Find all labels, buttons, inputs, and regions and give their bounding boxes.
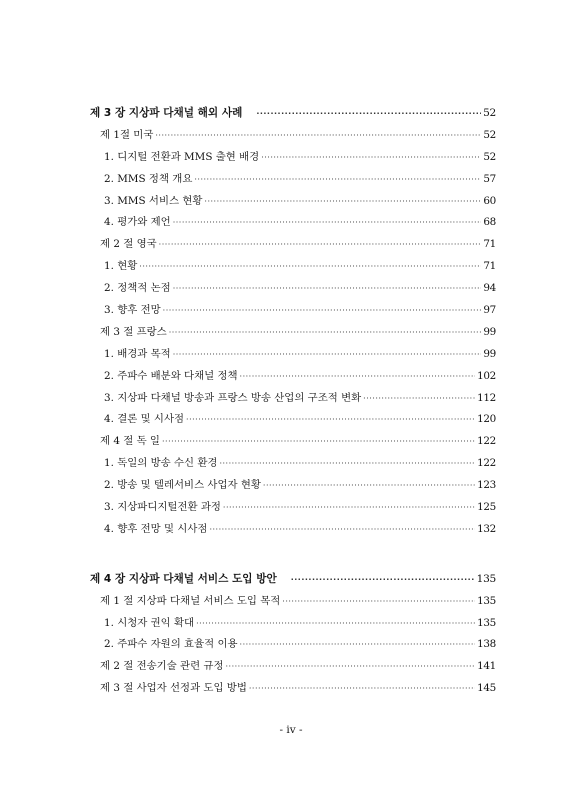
dot-leader [162,431,475,453]
toc-item-row[interactable] [90,409,496,431]
dot-leader [169,322,482,344]
toc-entry-title: 제 2 절 전송기술 관련 규정 [100,660,224,673]
toc-page-number: 122 [477,457,496,470]
toc-entry-title: 2. 주파수 자원의 효율적 이용 [104,638,238,651]
dot-leader [163,300,482,322]
toc-item-row[interactable] [90,453,496,475]
toc-section-row[interactable] [90,656,496,678]
toc-entry-title: 제 3 절 프랑스 [100,325,167,338]
toc-entry-title: 3. MMS 서비스 현황 [104,194,203,207]
toc-page-number: 97 [483,304,496,317]
toc-entry-title: 1. 독일의 방송 수신 환경 [104,457,218,470]
toc-section-row[interactable] [90,431,496,453]
toc-section-row[interactable] [90,322,496,344]
toc-entry-title: 1. 시청자 권익 확대 [104,616,195,629]
toc-page-number: 125 [477,501,496,514]
toc-page-number: 52 [483,128,496,141]
toc-section-row[interactable] [90,678,496,700]
toc-entry-title: 4. 결론 및 시사점 [104,413,185,426]
toc-item-row[interactable] [90,475,496,497]
toc-page-number: 145 [477,682,496,695]
dot-leader [240,366,476,388]
toc-page-number: 57 [483,172,496,185]
dot-leader [194,169,481,191]
toc-item-row[interactable] [90,519,496,541]
dot-leader [291,569,475,591]
toc-page-number: 135 [477,594,496,607]
toc-chapter-row[interactable] [90,569,496,591]
toc-section-row[interactable] [90,234,496,256]
toc-entry-title: 제 3 절 사업자 선정과 도입 방법 [100,682,247,695]
toc-entry-title: 2. MMS 정책 개요 [104,172,193,185]
toc-section-row[interactable] [90,591,496,613]
toc-item-row[interactable] [90,169,496,191]
toc-page-number: 141 [477,660,496,673]
toc-entry-title: 제 1 절 지상파 다채널 서비스 도입 목적 [100,594,281,607]
dot-leader [159,234,482,256]
toc-item-row[interactable] [90,278,496,300]
toc-page-number: 132 [477,522,496,535]
dot-leader [261,147,481,169]
toc-item-row[interactable] [90,256,496,278]
toc-page-number: 60 [483,194,496,207]
toc-entry-title: 3. 지상파디지털전환 과정 [104,501,221,514]
dot-leader [139,256,481,278]
toc-page-number: 99 [483,347,496,360]
toc-page-number: 52 [483,107,496,119]
dot-leader [263,475,475,497]
toc-item-row[interactable] [90,497,496,519]
toc-item-row[interactable] [90,191,496,213]
dot-leader [282,591,475,613]
toc-entry-title: 제 3 장 지상파 다채널 해외 사례 [90,107,243,119]
dot-leader [219,453,475,475]
toc-page-number: 112 [477,391,496,404]
toc-item-row[interactable] [90,366,496,388]
toc-page-number: 52 [483,150,496,163]
toc-page-number: 122 [477,435,496,448]
toc-page-number: 94 [483,282,496,295]
toc-spacer [90,541,496,569]
toc-page-number: 138 [477,638,496,651]
toc-section-row[interactable] [90,125,496,147]
dot-leader [204,191,481,213]
dot-leader [196,613,475,635]
toc-item-row[interactable] [90,613,496,635]
toc-chapter-row[interactable] [90,103,496,125]
dot-leader [363,388,475,410]
toc-page-number: 123 [477,479,496,492]
toc-item-row[interactable] [90,634,496,656]
toc-entry-title: 1. 현황 [104,260,138,273]
dot-leader [240,634,476,656]
toc-page-number: 71 [483,238,496,251]
dot-leader [223,497,475,519]
toc-entry-title: 3. 지상파 다채널 방송과 프랑스 방송 산업의 구조적 변화 [104,391,362,404]
dot-leader [173,212,482,234]
toc-entry-title: 2. 정책적 논점 [104,282,171,295]
dot-leader [256,103,481,125]
toc-item-row[interactable] [90,300,496,322]
toc-entry-title: 1. 디지털 전환과 MMS 출현 배경 [104,150,260,163]
toc-item-row[interactable] [90,147,496,169]
page-number-footer: - iv - [279,724,303,736]
toc-entry-title: 제 1절 미국 [100,128,154,141]
toc-page-number: 99 [483,325,496,338]
toc-item-row[interactable] [90,388,496,410]
toc-page-number: 120 [477,413,496,426]
toc-entry-title: 4. 평가와 제언 [104,216,171,229]
toc-entry-title: 제 4 장 지상파 다채널 서비스 도입 방안 [90,572,277,585]
toc-entry-title: 1. 배경과 목적 [104,347,171,360]
toc-page-number: 135 [476,572,496,585]
toc-entry-title: 4. 향후 전망 및 시사점 [104,522,208,535]
toc-entry-title: 3. 향후 전망 [104,304,161,317]
dot-leader [173,344,482,366]
toc-item-row[interactable] [90,344,496,366]
table-of-contents [90,103,496,700]
toc-page-number: 68 [483,216,496,229]
toc-entry-title: 제 4 절 독 일 [100,435,160,448]
toc-entry-title: 2. 방송 및 텔레서비스 사업자 현황 [104,479,261,492]
toc-page-number: 135 [477,616,496,629]
dot-leader [249,678,475,700]
dot-leader [209,519,475,541]
dot-leader [173,278,482,300]
toc-page-number: 71 [483,260,496,273]
dot-leader [186,409,475,431]
dot-leader [226,656,476,678]
dot-leader [155,125,481,147]
toc-entry-title: 제 2 절 영국 [100,238,157,251]
toc-entry-title: 2. 주파수 배분와 다채널 정책 [104,369,238,382]
toc-page-number: 102 [477,369,496,382]
toc-item-row[interactable] [90,212,496,234]
